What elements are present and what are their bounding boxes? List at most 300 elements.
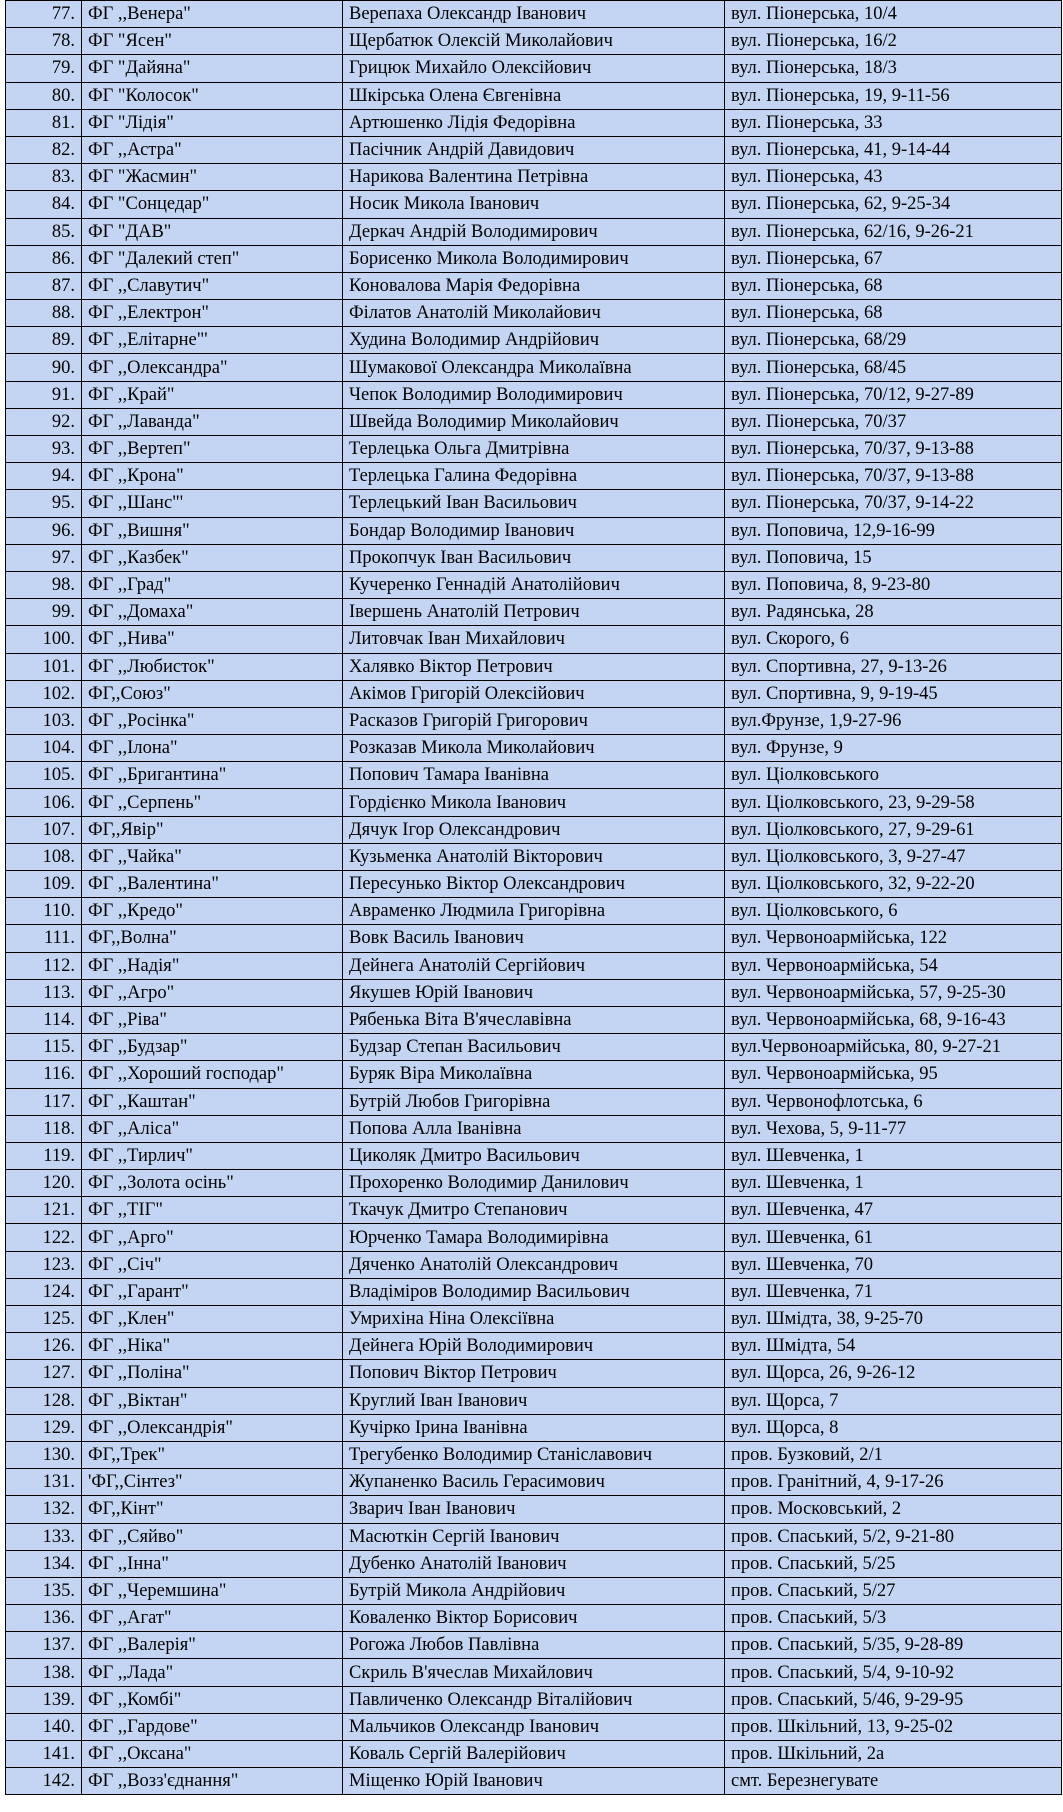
farm-name-cell: ФГ ,,Возз'єднання" xyxy=(82,1768,343,1795)
table-row xyxy=(6,490,1062,517)
owner-name-cell: Коваленко Віктор Борисович xyxy=(343,1605,725,1632)
row-number-cell: 131. xyxy=(6,1469,82,1496)
farm-name-cell: ФГ ,,Золота осінь" xyxy=(82,1170,343,1197)
row-number-cell: 117. xyxy=(6,1088,82,1115)
owner-name-cell: Акімов Григорій Олексійович xyxy=(343,680,725,707)
address-cell: пров. Спаський, 5/25 xyxy=(725,1550,1062,1577)
row-number-cell: 133. xyxy=(6,1523,82,1550)
farm-name-cell: ФГ ,,Черемшина" xyxy=(82,1577,343,1604)
owner-name-cell: Жупаненко Василь Герасимович xyxy=(343,1469,725,1496)
owner-name-cell: Буряк Віра Миколаївна xyxy=(343,1061,725,1088)
row-number-cell: 119. xyxy=(6,1142,82,1169)
address-cell: вул. Ціолковського, 32, 9-22-20 xyxy=(725,871,1062,898)
address-cell: пров. Спаський, 5/2, 9-21-80 xyxy=(725,1523,1062,1550)
address-cell: пров. Спаський, 5/35, 9-28-89 xyxy=(725,1632,1062,1659)
table-row xyxy=(6,55,1062,82)
address-cell: вул. Щорса, 8 xyxy=(725,1414,1062,1441)
address-cell: вул. Піонерська, 10/4 xyxy=(725,1,1062,28)
owner-name-cell: Будзар Степан Васильович xyxy=(343,1034,725,1061)
address-cell: вул. Червоноармійська, 122 xyxy=(725,925,1062,952)
row-number-cell: 140. xyxy=(6,1713,82,1740)
table-row xyxy=(6,1659,1062,1686)
farm-name-cell: ФГ "Далекий степ" xyxy=(82,245,343,272)
table-row xyxy=(6,327,1062,354)
owner-name-cell: Попович Тамара Іванівна xyxy=(343,762,725,789)
farm-name-cell: ФГ ,,Надія" xyxy=(82,952,343,979)
row-number-cell: 141. xyxy=(6,1741,82,1768)
row-number-cell: 87. xyxy=(6,272,82,299)
address-cell: вул. Піонерська, 68 xyxy=(725,300,1062,327)
table-row xyxy=(6,1088,1062,1115)
farm-name-cell: ФГ ,,Агро" xyxy=(82,979,343,1006)
table-row xyxy=(6,1142,1062,1169)
address-cell: вул. Поповича, 8, 9-23-80 xyxy=(725,571,1062,598)
owner-name-cell: Розказав Микола Миколайович xyxy=(343,735,725,762)
address-cell: вул. Піонерська, 18/3 xyxy=(725,55,1062,82)
owner-name-cell: Масюткін Сергій Іванович xyxy=(343,1523,725,1550)
owner-name-cell: Прокопчук Іван Васильович xyxy=(343,544,725,571)
farm-name-cell: ФГ ,,Аліса" xyxy=(82,1115,343,1142)
owner-name-cell: Пересунько Віктор Олександрович xyxy=(343,871,725,898)
table-row xyxy=(6,1333,1062,1360)
farm-name-cell: ФГ,,Явір" xyxy=(82,816,343,843)
row-number-cell: 95. xyxy=(6,490,82,517)
row-number-cell: 128. xyxy=(6,1387,82,1414)
table-row xyxy=(6,1605,1062,1632)
address-cell: вул. Шевченка, 61 xyxy=(725,1224,1062,1251)
table-row xyxy=(6,1251,1062,1278)
row-number-cell: 132. xyxy=(6,1496,82,1523)
farm-name-cell: ФГ ,,Домаха" xyxy=(82,599,343,626)
table-row xyxy=(6,1061,1062,1088)
table-row xyxy=(6,925,1062,952)
owner-name-cell: Дячук Ігор Олександрович xyxy=(343,816,725,843)
address-cell: вул. Щорса, 26, 9-26-12 xyxy=(725,1360,1062,1387)
table-row xyxy=(6,1768,1062,1795)
table-row xyxy=(6,735,1062,762)
farm-name-cell: ФГ ,,Росінка" xyxy=(82,707,343,734)
owner-name-cell: Зварич Іван Іванович xyxy=(343,1496,725,1523)
owner-name-cell: Деркач Андрій Володимирович xyxy=(343,218,725,245)
table-row xyxy=(6,1278,1062,1305)
farm-name-cell: ФГ ,,Олександрія" xyxy=(82,1414,343,1441)
farm-name-cell: ФГ ,,Хороший господар" xyxy=(82,1061,343,1088)
row-number-cell: 77. xyxy=(6,1,82,28)
table-row xyxy=(6,463,1062,490)
farm-name-cell: ФГ ,,ТІГ" xyxy=(82,1197,343,1224)
address-cell: вул. Щорса, 7 xyxy=(725,1387,1062,1414)
row-number-cell: 100. xyxy=(6,626,82,653)
table-row xyxy=(6,1441,1062,1468)
farm-name-cell: ФГ ,,Гарант" xyxy=(82,1278,343,1305)
table-row xyxy=(6,245,1062,272)
row-number-cell: 101. xyxy=(6,653,82,680)
table-row xyxy=(6,1360,1062,1387)
owner-name-cell: Шумакової Олександра Миколаївна xyxy=(343,354,725,381)
owner-name-cell: Пасічник Андрій Давидович xyxy=(343,136,725,163)
table-row xyxy=(6,952,1062,979)
farm-name-cell: ФГ ,,Славутич" xyxy=(82,272,343,299)
farm-name-cell: ФГ ,,Тирлич" xyxy=(82,1142,343,1169)
table-row xyxy=(6,871,1062,898)
farm-name-cell: ФГ ,,Агат" xyxy=(82,1605,343,1632)
row-number-cell: 109. xyxy=(6,871,82,898)
address-cell: вул. Піонерська, 70/37, 9-13-88 xyxy=(725,463,1062,490)
farm-name-cell: ФГ ,,Січ" xyxy=(82,1251,343,1278)
row-number-cell: 94. xyxy=(6,463,82,490)
farm-name-cell: ФГ ,,Шанс"' xyxy=(82,490,343,517)
table-row xyxy=(6,626,1062,653)
row-number-cell: 96. xyxy=(6,517,82,544)
owner-name-cell: Терлецький Іван Васильович xyxy=(343,490,725,517)
row-number-cell: 142. xyxy=(6,1768,82,1795)
address-cell: вул. Шевченка, 70 xyxy=(725,1251,1062,1278)
owner-name-cell: Коваль Сергій Валерійович xyxy=(343,1741,725,1768)
farm-name-cell: ФГ,,Волна" xyxy=(82,925,343,952)
table-row xyxy=(6,1741,1062,1768)
owner-name-cell: Бутрій Микола Андрійович xyxy=(343,1577,725,1604)
row-number-cell: 112. xyxy=(6,952,82,979)
table-row xyxy=(6,1496,1062,1523)
owner-name-cell: Рогожа Любов Павлівна xyxy=(343,1632,725,1659)
owner-name-cell: Умрихіна Ніна Олексіївна xyxy=(343,1306,725,1333)
address-cell: вул. Піонерська, 68 xyxy=(725,272,1062,299)
table-row xyxy=(6,28,1062,55)
owner-name-cell: Авраменко Людмила Григорівна xyxy=(343,898,725,925)
owner-name-cell: Кучеренко Геннадій Анатолійович xyxy=(343,571,725,598)
row-number-cell: 129. xyxy=(6,1414,82,1441)
row-number-cell: 86. xyxy=(6,245,82,272)
address-cell: вул. Червоноармійська, 57, 9-25-30 xyxy=(725,979,1062,1006)
address-cell: вул. Шмідта, 38, 9-25-70 xyxy=(725,1306,1062,1333)
farm-name-cell: ФГ ,,Ріва" xyxy=(82,1006,343,1033)
address-cell: вул. Шмідта, 54 xyxy=(725,1333,1062,1360)
row-number-cell: 139. xyxy=(6,1686,82,1713)
table-row xyxy=(6,762,1062,789)
address-cell: вул.Червоноармійська, 80, 9-27-21 xyxy=(725,1034,1062,1061)
address-cell: вул. Спортивна, 27, 9-13-26 xyxy=(725,653,1062,680)
farm-name-cell: ФГ ,,Град" xyxy=(82,571,343,598)
row-number-cell: 84. xyxy=(6,191,82,218)
row-number-cell: 92. xyxy=(6,408,82,435)
row-number-cell: 78. xyxy=(6,28,82,55)
owner-name-cell: Терлецька Ольга Дмитрівна xyxy=(343,436,725,463)
farm-name-cell: ФГ ,,Арго" xyxy=(82,1224,343,1251)
table-row xyxy=(6,843,1062,870)
address-cell: вул.Фрунзе, 1,9-27-96 xyxy=(725,707,1062,734)
owner-name-cell: Дейнега Анатолій Сергійович xyxy=(343,952,725,979)
owner-name-cell: Коновалова Марія Федорівна xyxy=(343,272,725,299)
owner-name-cell: Дубенко Анатолій Іванович xyxy=(343,1550,725,1577)
owner-name-cell: Щербатюк Олексій Миколайович xyxy=(343,28,725,55)
address-cell: вул. Шевченка, 71 xyxy=(725,1278,1062,1305)
row-number-cell: 82. xyxy=(6,136,82,163)
table-row xyxy=(6,544,1062,571)
row-number-cell: 114. xyxy=(6,1006,82,1033)
row-number-cell: 85. xyxy=(6,218,82,245)
owner-name-cell: Дейнега Юрій Володимирович xyxy=(343,1333,725,1360)
row-number-cell: 124. xyxy=(6,1278,82,1305)
owner-name-cell: Круглий Іван Іванович xyxy=(343,1387,725,1414)
table-row xyxy=(6,1523,1062,1550)
table-row xyxy=(6,1,1062,28)
farm-name-cell: ФГ ,,Любисток" xyxy=(82,653,343,680)
table-row xyxy=(6,408,1062,435)
address-cell: вул. Піонерська, 70/37, 9-14-22 xyxy=(725,490,1062,517)
address-cell: вул. Піонерська, 67 xyxy=(725,245,1062,272)
farm-name-cell: ФГ ,,Вертеп" xyxy=(82,436,343,463)
address-cell: вул. Червоноармійська, 95 xyxy=(725,1061,1062,1088)
farm-name-cell: ФГ,,Кінт" xyxy=(82,1496,343,1523)
address-cell: пров. Московський, 2 xyxy=(725,1496,1062,1523)
address-cell: вул. Піонерська, 41, 9-14-44 xyxy=(725,136,1062,163)
row-number-cell: 113. xyxy=(6,979,82,1006)
address-cell: вул. Радянська, 28 xyxy=(725,599,1062,626)
farm-registry-table-container xyxy=(5,0,1061,1795)
table-row xyxy=(6,571,1062,598)
row-number-cell: 137. xyxy=(6,1632,82,1659)
owner-name-cell: Литовчак Іван Михайлович xyxy=(343,626,725,653)
address-cell: пров. Бузковий, 2/1 xyxy=(725,1441,1062,1468)
table-row xyxy=(6,816,1062,843)
owner-name-cell: Верепаха Олександр Іванович xyxy=(343,1,725,28)
address-cell: пров. Спаський, 5/46, 9-29-95 xyxy=(725,1686,1062,1713)
address-cell: вул. Чехова, 5, 9-11-77 xyxy=(725,1115,1062,1142)
farm-name-cell: ФГ ,,Комбі" xyxy=(82,1686,343,1713)
table-row xyxy=(6,218,1062,245)
table-row xyxy=(6,517,1062,544)
farm-name-cell: ФГ ,,Сяйво" xyxy=(82,1523,343,1550)
farm-name-cell: ФГ ,,Ніка" xyxy=(82,1333,343,1360)
table-row xyxy=(6,1686,1062,1713)
farm-name-cell: ФГ ,,Гардове" xyxy=(82,1713,343,1740)
table-row xyxy=(6,1469,1062,1496)
table-row xyxy=(6,1306,1062,1333)
row-number-cell: 116. xyxy=(6,1061,82,1088)
farm-name-cell: ФГ ,,Ілона" xyxy=(82,735,343,762)
table-row xyxy=(6,979,1062,1006)
farm-name-cell: ФГ ,,Інна" xyxy=(82,1550,343,1577)
farm-name-cell: ФГ,,Трек" xyxy=(82,1441,343,1468)
row-number-cell: 104. xyxy=(6,735,82,762)
row-number-cell: 135. xyxy=(6,1577,82,1604)
row-number-cell: 123. xyxy=(6,1251,82,1278)
table-row xyxy=(6,191,1062,218)
row-number-cell: 106. xyxy=(6,789,82,816)
farm-name-cell: ФГ ,,Край" xyxy=(82,381,343,408)
table-row xyxy=(6,653,1062,680)
owner-name-cell: Прохоренко Володимир Данилович xyxy=(343,1170,725,1197)
table-row xyxy=(6,381,1062,408)
row-number-cell: 122. xyxy=(6,1224,82,1251)
table-row xyxy=(6,789,1062,816)
farm-name-cell: ФГ "Сонцедар" xyxy=(82,191,343,218)
owner-name-cell: Якушев Юрій Іванович xyxy=(343,979,725,1006)
owner-name-cell: Артюшенко Лідія Федорівна xyxy=(343,109,725,136)
farm-name-cell: ФГ "Ясен" xyxy=(82,28,343,55)
owner-name-cell: Вовк Василь Іванович xyxy=(343,925,725,952)
table-row xyxy=(6,436,1062,463)
farm-name-cell: ФГ ,,Каштан" xyxy=(82,1088,343,1115)
owner-name-cell: Кучірко Ірина Іванівна xyxy=(343,1414,725,1441)
table-row xyxy=(6,1197,1062,1224)
address-cell: вул. Червоноармійська, 68, 9-16-43 xyxy=(725,1006,1062,1033)
owner-name-cell: Філатов Анатолій Миколайович xyxy=(343,300,725,327)
address-cell: вул. Поповича, 15 xyxy=(725,544,1062,571)
table-row xyxy=(6,1577,1062,1604)
farm-name-cell: ФГ "Лідія" xyxy=(82,109,343,136)
farm-name-cell: ФГ ,,Поліна" xyxy=(82,1360,343,1387)
address-cell: вул. Піонерська, 70/12, 9-27-89 xyxy=(725,381,1062,408)
farm-name-cell: ФГ "Дайяна" xyxy=(82,55,343,82)
row-number-cell: 83. xyxy=(6,164,82,191)
owner-name-cell: Гордієнко Микола Іванович xyxy=(343,789,725,816)
owner-name-cell: Міщенко Юрій Іванович xyxy=(343,1768,725,1795)
owner-name-cell: Худина Володимир Андрійович xyxy=(343,327,725,354)
farm-name-cell: ФГ ,,Будзар" xyxy=(82,1034,343,1061)
address-cell: вул. Ціолковського, 3, 9-27-47 xyxy=(725,843,1062,870)
owner-name-cell: Нарикова Валентина Петрівна xyxy=(343,164,725,191)
owner-name-cell: Чепок Володимир Володимирович xyxy=(343,381,725,408)
farm-name-cell: ФГ ,,Лада" xyxy=(82,1659,343,1686)
address-cell: вул. Шевченка, 1 xyxy=(725,1170,1062,1197)
owner-name-cell: Циколяк Дмитро Васильович xyxy=(343,1142,725,1169)
owner-name-cell: Кузьменка Анатолій Вікторович xyxy=(343,843,725,870)
address-cell: вул. Червонофлотська, 6 xyxy=(725,1088,1062,1115)
address-cell: вул. Спортивна, 9, 9-19-45 xyxy=(725,680,1062,707)
address-cell: вул. Ціолковського, 23, 9-29-58 xyxy=(725,789,1062,816)
farm-name-cell: ФГ ,,Чайка" xyxy=(82,843,343,870)
row-number-cell: 121. xyxy=(6,1197,82,1224)
address-cell: вул. Піонерська, 62, 9-25-34 xyxy=(725,191,1062,218)
address-cell: вул. Ціолковського, 6 xyxy=(725,898,1062,925)
row-number-cell: 118. xyxy=(6,1115,82,1142)
row-number-cell: 126. xyxy=(6,1333,82,1360)
table-row xyxy=(6,354,1062,381)
farm-name-cell: ФГ ,,Бригантина" xyxy=(82,762,343,789)
address-cell: вул. Піонерська, 68/45 xyxy=(725,354,1062,381)
table-row xyxy=(6,1550,1062,1577)
owner-name-cell: Бутрій Любов Григорівна xyxy=(343,1088,725,1115)
table-row xyxy=(6,707,1062,734)
row-number-cell: 107. xyxy=(6,816,82,843)
row-number-cell: 89. xyxy=(6,327,82,354)
address-cell: вул. Шевченка, 1 xyxy=(725,1142,1062,1169)
farm-name-cell: ФГ,,Союз" xyxy=(82,680,343,707)
owner-name-cell: Халявко Віктор Петрович xyxy=(343,653,725,680)
row-number-cell: 93. xyxy=(6,436,82,463)
owner-name-cell: Бондар Володимир Іванович xyxy=(343,517,725,544)
row-number-cell: 102. xyxy=(6,680,82,707)
row-number-cell: 110. xyxy=(6,898,82,925)
table-row xyxy=(6,272,1062,299)
owner-name-cell: Дяченко Анатолій Олександрович xyxy=(343,1251,725,1278)
table-row xyxy=(6,136,1062,163)
owner-name-cell: Шкірська Олена Євгенівна xyxy=(343,82,725,109)
address-cell: вул. Піонерська, 70/37 xyxy=(725,408,1062,435)
row-number-cell: 115. xyxy=(6,1034,82,1061)
address-cell: вул. Ціолковського xyxy=(725,762,1062,789)
table-row xyxy=(6,109,1062,136)
owner-name-cell: Мальчиков Олександр Іванович xyxy=(343,1713,725,1740)
farm-name-cell: ФГ ,,Клен" xyxy=(82,1306,343,1333)
address-cell: вул. Піонерська, 43 xyxy=(725,164,1062,191)
row-number-cell: 111. xyxy=(6,925,82,952)
address-cell: пров. Шкільний, 13, 9-25-02 xyxy=(725,1713,1062,1740)
owner-name-cell: Носик Микола Іванович xyxy=(343,191,725,218)
farm-name-cell: ФГ "Жасмин" xyxy=(82,164,343,191)
address-cell: пров. Гранітний, 4, 9-17-26 xyxy=(725,1469,1062,1496)
farm-name-cell: ФГ ,,Нива" xyxy=(82,626,343,653)
address-cell: вул. Червоноармійська, 54 xyxy=(725,952,1062,979)
farm-name-cell: ФГ ,,Віктан" xyxy=(82,1387,343,1414)
row-number-cell: 98. xyxy=(6,571,82,598)
address-cell: пров. Спаський, 5/27 xyxy=(725,1577,1062,1604)
farm-name-cell: ФГ ,,Олександра" xyxy=(82,354,343,381)
address-cell: вул. Поповича, 12,9-16-99 xyxy=(725,517,1062,544)
address-cell: вул. Піонерська, 62/16, 9-26-21 xyxy=(725,218,1062,245)
owner-name-cell: Павличенко Олександр Віталійович xyxy=(343,1686,725,1713)
farm-name-cell: ФГ ,,Валентина" xyxy=(82,871,343,898)
address-cell: вул. Фрунзе, 9 xyxy=(725,735,1062,762)
farm-name-cell: ФГ ,,Астра" xyxy=(82,136,343,163)
address-cell: вул. Піонерська, 70/37, 9-13-88 xyxy=(725,436,1062,463)
row-number-cell: 79. xyxy=(6,55,82,82)
owner-name-cell: Расказов Григорій Григорович xyxy=(343,707,725,734)
row-number-cell: 120. xyxy=(6,1170,82,1197)
owner-name-cell: Терлецька Галина Федорівна xyxy=(343,463,725,490)
address-cell: вул. Скорого, 6 xyxy=(725,626,1062,653)
row-number-cell: 91. xyxy=(6,381,82,408)
table-row xyxy=(6,164,1062,191)
owner-name-cell: Попова Алла Іванівна xyxy=(343,1115,725,1142)
row-number-cell: 130. xyxy=(6,1441,82,1468)
owner-name-cell: Трегубенко Володимир Станіславович xyxy=(343,1441,725,1468)
owner-name-cell: Ткачук Дмитро Степанович xyxy=(343,1197,725,1224)
row-number-cell: 90. xyxy=(6,354,82,381)
row-number-cell: 88. xyxy=(6,300,82,327)
owner-name-cell: Скриль В'ячеслав Михайлович xyxy=(343,1659,725,1686)
table-row xyxy=(6,1632,1062,1659)
address-cell: вул. Піонерська, 16/2 xyxy=(725,28,1062,55)
row-number-cell: 105. xyxy=(6,762,82,789)
row-number-cell: 99. xyxy=(6,599,82,626)
row-number-cell: 134. xyxy=(6,1550,82,1577)
farm-name-cell: ФГ ,,Венера" xyxy=(82,1,343,28)
table-body xyxy=(6,1,1062,1795)
farm-name-cell: ФГ ,,Казбек" xyxy=(82,544,343,571)
owner-name-cell: Владіміров Володимир Васильович xyxy=(343,1278,725,1305)
address-cell: вул. Піонерська, 68/29 xyxy=(725,327,1062,354)
row-number-cell: 81. xyxy=(6,109,82,136)
farm-name-cell: ФГ ,,Вишня" xyxy=(82,517,343,544)
table-row xyxy=(6,680,1062,707)
row-number-cell: 127. xyxy=(6,1360,82,1387)
row-number-cell: 138. xyxy=(6,1659,82,1686)
address-cell: пров. Спаський, 5/3 xyxy=(725,1605,1062,1632)
table-row xyxy=(6,1387,1062,1414)
table-row xyxy=(6,1414,1062,1441)
row-number-cell: 97. xyxy=(6,544,82,571)
farm-name-cell: ФГ ,,Електрон" xyxy=(82,300,343,327)
address-cell: вул. Ціолковського, 27, 9-29-61 xyxy=(725,816,1062,843)
farm-registry-table xyxy=(5,0,1062,1795)
address-cell: вул. Шевченка, 47 xyxy=(725,1197,1062,1224)
farm-name-cell: ФГ ,,Кредо" xyxy=(82,898,343,925)
address-cell: смт. Березнегувате xyxy=(725,1768,1062,1795)
owner-name-cell: Швейда Володимир Миколайович xyxy=(343,408,725,435)
row-number-cell: 125. xyxy=(6,1306,82,1333)
